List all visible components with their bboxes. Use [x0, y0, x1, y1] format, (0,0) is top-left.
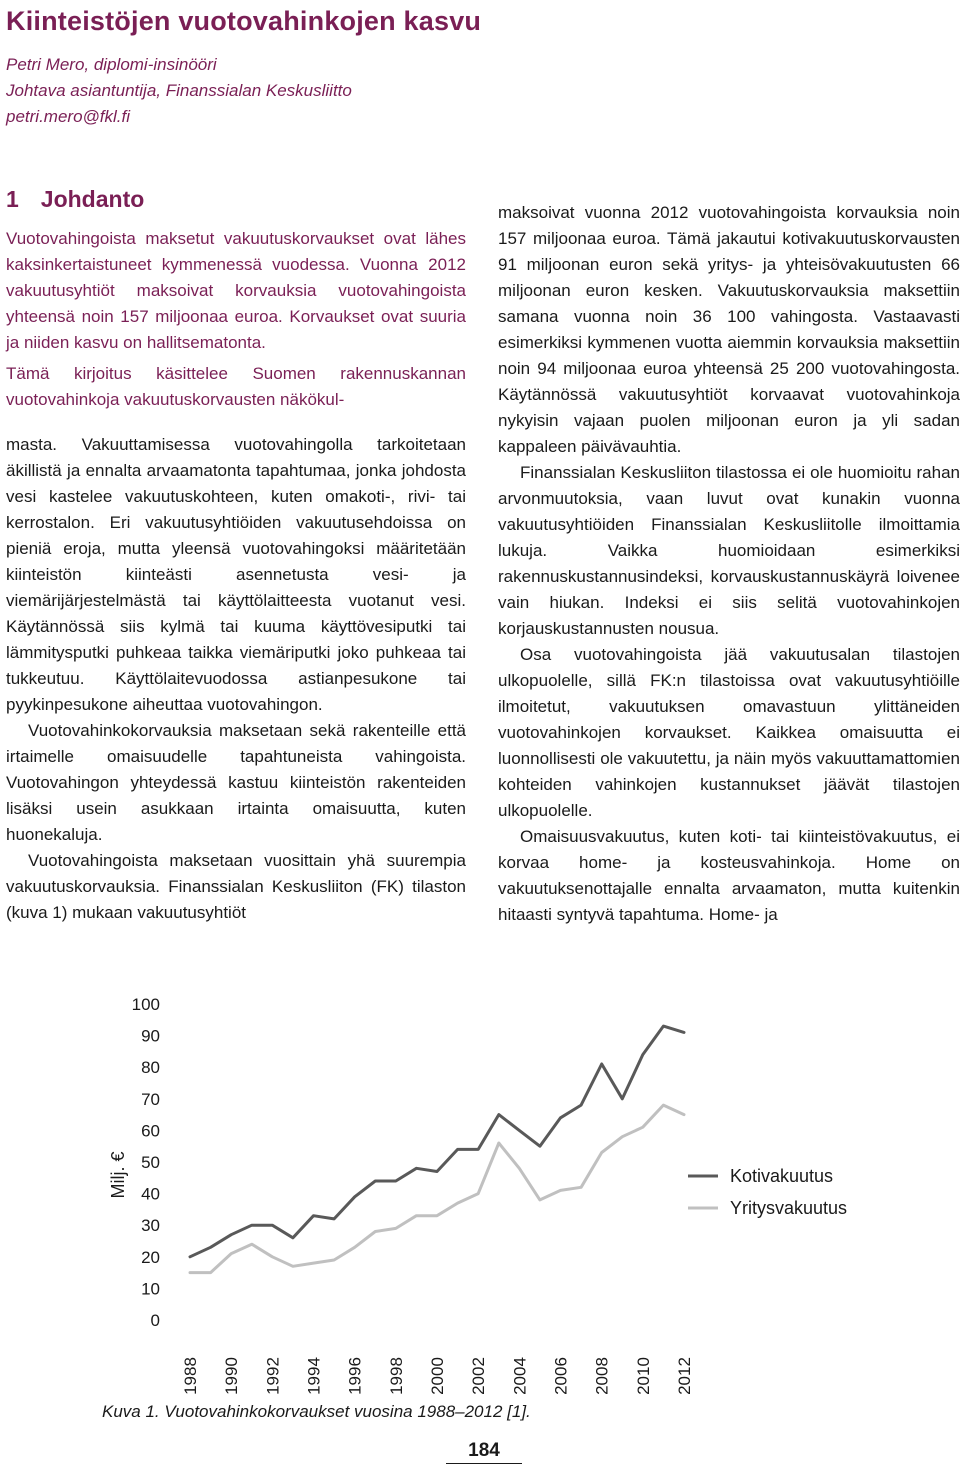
x-tick-label: 2000: [428, 1357, 447, 1395]
y-axis-ticks: [132, 995, 160, 1330]
section-title: Johdanto: [40, 186, 145, 212]
x-tick-label: 2002: [469, 1357, 489, 1395]
y-axis-label: Milj. €: [108, 1151, 128, 1199]
x-tick-label: 2006: [551, 1357, 571, 1395]
paragraph: maksoivat vuonna 2012 vuotovahingoista korvauksia noin 157 miljoonaa euroa. Tämä jakautui kotivakuutuskorvausten 91 miljoonan euron sekä yritys- ja yhteisövakuutusten 66 miljoonan euron kesken. Vakuutuskorvauksia maksettiin samana vuonna noin 36 100 vahingosta. Vastaavasti esimerkiksi kymmenen vuotta aiemmin korvauksia maksettiin noin 94 miljoonaa euroa yhteensä 25 200 vuotovahingosta. Käytännössä vakuutusyhtiöt korvaavat vuotovahinkoja nykyisin vajaan puolen miljoonan euron ja yli sadan kappaleen päivävauhtia.: [498, 203, 960, 456]
x-axis-ticks: [181, 1357, 694, 1395]
y-tick-label: 10: [141, 1279, 160, 1299]
article-title: Kiinteistöjen vuotovahinkojen kasvu: [6, 6, 482, 36]
paragraph: Osa vuotovahingoista jää vakuutusalan tilastojen ulkopuolelle, sillä FK:n tilastoissa ovat vakuutusyhtiöille ilmoitetut, vakuutuksen omavastuun ylittäneiden vuotovahinkojen korvaukset. Kaikkea omaisuutta ei luonnollisesti ole vakuutettu, ja näin myös vakuuttamattomien kohteiden vahinkojen kustannukset jäävät tilastojen ulkopuolelle.: [498, 645, 960, 820]
paragraph: masta. Vakuuttamisessa vuotovahingolla tarkoitetaan äkillistä ja ennalta arvaamatonta tapahtumaa, jonka johdosta vesi kastelee vakuutuskohteen, kuten omakoti-, rivi- tai kerrostalon. Eri vakuutusyhtiöiden vakuutusehdoissa on pieniä eroja, mutta yleensä vuotovahingoksi määritetään kiinteistön kiinteästi asennetusta vesi- ja viemärijärjestelmästä tai käyttölaitteesta vuotanut vesi. Käytännössä siis kylmä tai kuuma käyttövesiputki tai lämmitysputki puhkeaa taikka viemäriputki joko puhkeaa tai tukkeutuu. Käyttölaitevuodossa astianpesukone tai pyykinpesukone aiheuttaa vuotovahingon.: [6, 435, 466, 714]
author-block: [6, 52, 352, 130]
x-tick-label: 2012: [675, 1357, 694, 1395]
y-tick-label: 20: [141, 1247, 160, 1267]
y-tick-label: 80: [141, 1058, 160, 1078]
y-tick-label: 60: [141, 1121, 160, 1141]
section-heading: [6, 186, 144, 213]
x-tick-label: 2010: [633, 1357, 653, 1395]
author-name: Petri Mero, diplomi-insinööri: [6, 55, 217, 74]
legend: [688, 1166, 847, 1218]
y-tick-label: 100: [131, 995, 160, 1014]
author-role: Johtava asiantuntija, Finanssialan Keskusliitto: [6, 81, 352, 100]
figure-caption: Kuva 1. Vuotovahinkokorvaukset vuosina 1988–2012 [1].: [102, 1402, 531, 1421]
page-number: 184: [446, 1440, 522, 1464]
y-tick-label: 90: [141, 1026, 160, 1046]
series-line-yritysvakuutus: [190, 1105, 684, 1273]
x-tick-label: 2008: [592, 1357, 612, 1395]
author-email[interactable]: petri.mero@fkl.fi: [6, 107, 131, 126]
intro-paragraph: Vuotovahingoista maksetut vakuutuskorvaukset ovat lähes kaksinkertaistuneet kymmenessä vuodessa. Vuonna 2012 vakuutusyhtiöt maksoivat korvauksia vuotovahingoista yhteensä noin 157 miljoonaa euroa. Korvaukset ovat suuria ja niiden kasvu on hallitsematonta.: [6, 229, 466, 352]
x-tick-label: 1994: [304, 1357, 324, 1395]
section-number: 1: [6, 186, 19, 212]
x-tick-label: 1996: [345, 1357, 365, 1395]
intro-paragraph-2: Tämä kirjoitus käsittelee Suomen rakennuskannan vuotovahinkoja vakuutuskorvausten näkökul-: [6, 364, 466, 409]
line-chart: [0, 980, 960, 1400]
y-tick-label: 0: [150, 1311, 160, 1330]
intro-text: [6, 226, 466, 418]
x-tick-label: 1998: [386, 1357, 406, 1395]
right-column: [498, 200, 960, 928]
paragraph: Vuotovahinkokorvauksia maksetaan sekä rakenteille että irtaimelle omaisuudelle tapahtuneista vahingoista. Vuotovahingon yhteydessä kastuu kiinteistön rakenteiden lisäksi usein asukkaan irtainta omaisuutta, kuten huonekaluja.: [6, 721, 466, 844]
figure: [0, 980, 960, 1400]
left-column: [6, 432, 466, 926]
legend-label: Kotivakuutus: [730, 1166, 834, 1186]
paragraph: Finanssialan Keskusliiton tilastossa ei ole huomioitu rahan arvonmuutoksia, vaan luvut ovat kunakin vuonna vakuutusyhtiöiden Finanssialan Keskusliitolle ilmoittamia lukuja. Vaikka huomioidaan esimerkiksi rakennuskustannusindeksi, korvauskustannuskäyrä loivenee vain hiukan. Indeksi ei siis selitä vuotovahinkojen korjauskustannusten nousua.: [498, 463, 960, 638]
series-line-kotivakuutus: [190, 1026, 684, 1257]
x-tick-label: 1990: [222, 1357, 242, 1395]
series-lines: [190, 1026, 684, 1273]
paragraph: Vuotovahingoista maksetaan vuosittain yhä suurempia vakuutuskorvauksia. Finanssialan Keskusliiton (FK) tilaston (kuva 1) mukaan vakuutusyhtiöt: [6, 851, 466, 922]
y-tick-label: 40: [141, 1184, 160, 1204]
y-tick-label: 70: [141, 1089, 160, 1109]
legend-label: Yritysvakuutus: [730, 1198, 848, 1218]
x-tick-label: 2004: [510, 1357, 530, 1395]
x-tick-label: 1988: [181, 1357, 200, 1395]
y-tick-label: 50: [141, 1153, 160, 1172]
y-tick-label: 30: [141, 1216, 160, 1236]
x-tick-label: 1992: [263, 1357, 283, 1395]
paragraph: Omaisuusvakuutus, kuten koti- tai kiinteistövakuutus, ei korvaa home- ja kosteusvahinkoja. Home on vakuutuksenottajalle ennalta arvaamaton, mutta kuitenkin hitaasti syntyvä tapahtuma. Home- ja: [498, 827, 960, 924]
